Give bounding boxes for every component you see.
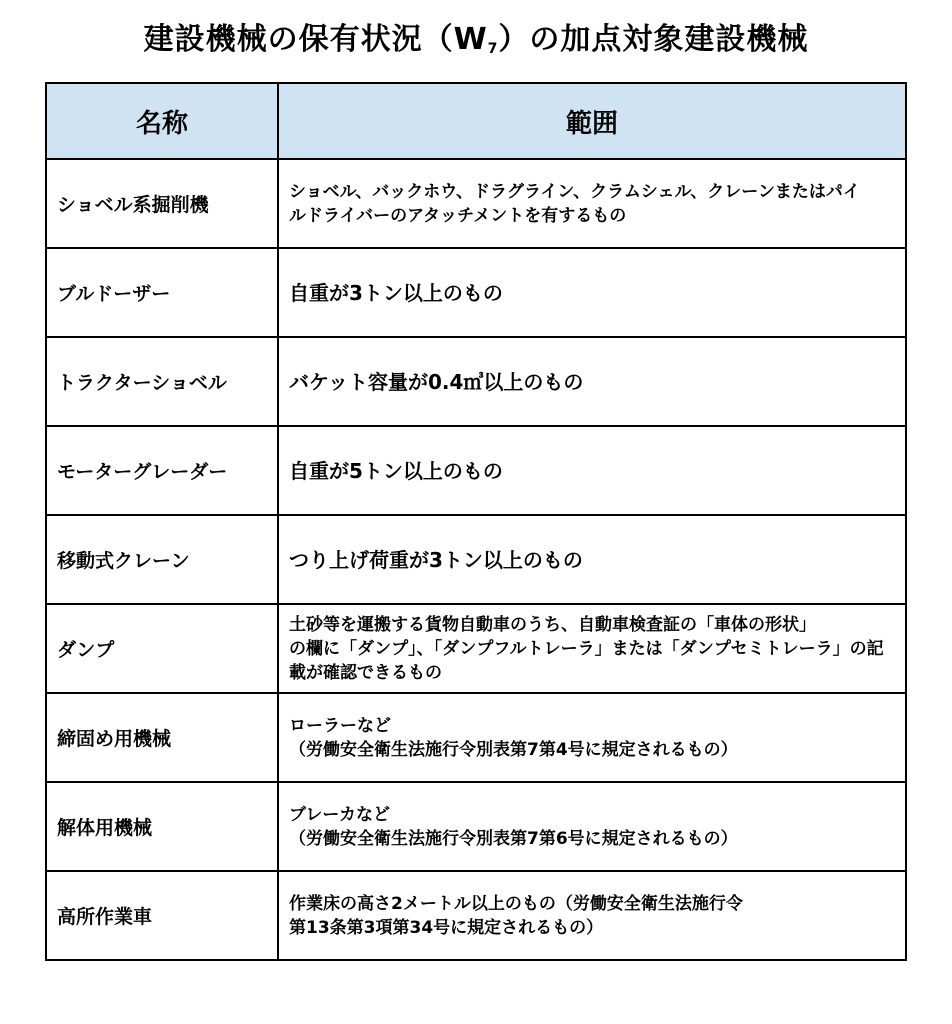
machine-range: 土砂等を運搬する貨物自動車のうち、自動車検査証の「車体の形状」 の欄に「ダンプ」、「ダンプフルトレーラ」または「ダンプセミトレーラ」の記 載が確認できるもの [289,614,884,683]
title-subscript: 7 [487,41,499,57]
table-row [46,426,906,515]
table-row [46,515,906,604]
machine-range-cell [278,515,906,604]
table-row [46,248,906,337]
machine-range-cell [278,871,906,960]
machine-range-cell [278,248,906,337]
title-suffix: ）の加点対象建設機械 [498,22,809,57]
machine-name: 高所作業車 [46,871,278,960]
table-row [46,782,906,871]
machine-range: バケット容量が0.4㎥以上のもの [289,369,584,394]
table-row [46,693,906,782]
table-row [46,337,906,426]
machine-name: 移動式クレーン [46,515,278,604]
machine-name: ブルドーザー [46,248,278,337]
title-main: 建設機械の保有状況（W [143,22,488,57]
machine-range: ショベル、バックホウ、ドラグライン、クラムシェル、クレーンまたはパイ ルドライバーのアタッチメントを有するもの [289,181,860,226]
machine-range: つり上げ荷重が3トン以上のもの [289,547,583,572]
machine-range-cell [278,337,906,426]
machine-range: 自重が5トン以上のもの [289,458,503,483]
machine-range: ブレーカなど （労働安全衛生法施行令別表第7第6号に規定されるもの） [289,804,738,849]
machines-table [45,82,907,961]
machine-range-cell [278,782,906,871]
header-range: 範囲 [278,83,906,159]
table-header-row [46,83,906,159]
table-row [46,871,906,960]
machine-name: 解体用機械 [46,782,278,871]
table-row [46,159,906,248]
page-title [0,18,952,71]
machine-name: ダンプ [46,604,278,693]
machine-range: 作業床の高さ2メートル以上のもの（労働安全衛生法施行令 第13条第3項第34号に規定されるもの） [289,893,743,938]
machine-name: トラクターショベル [46,337,278,426]
machine-name: 締固め用機械 [46,693,278,782]
machine-range: 自重が3トン以上のもの [289,280,503,305]
table-row [46,604,906,693]
header-name: 名称 [46,83,278,159]
machine-range-cell [278,159,906,248]
machine-range: ローラーなど （労働安全衛生法施行令別表第7第4号に規定されるもの） [289,715,738,760]
machine-range-cell [278,426,906,515]
machine-range-cell [278,604,906,693]
machine-range-cell [278,693,906,782]
machine-name: ショベル系掘削機 [46,159,278,248]
machine-name: モーターグレーダー [46,426,278,515]
